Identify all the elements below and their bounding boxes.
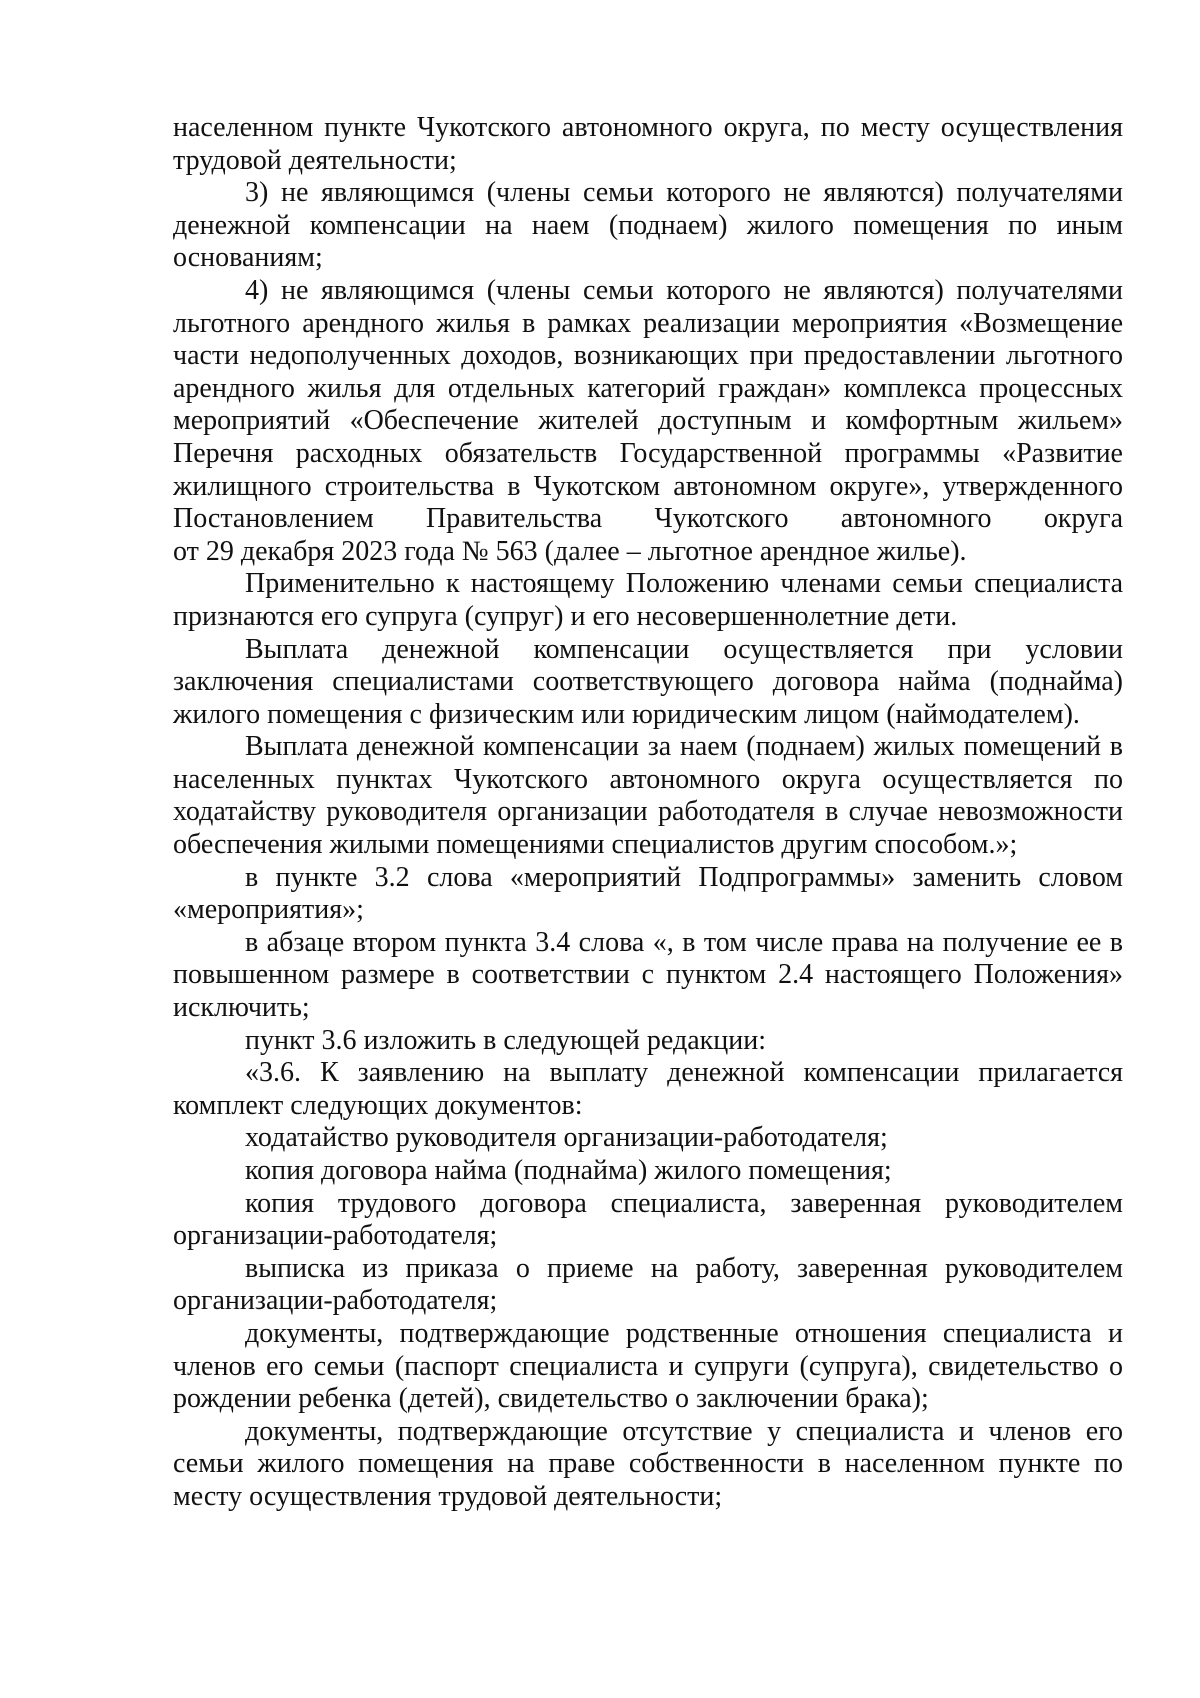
document-body xyxy=(173,112,1123,1514)
paragraph-item-3: 3) не являющимся (члены семьи которого не являются) получателями денежной компенсации на наем (поднаем) жилого помещения по иным основаниям; xyxy=(173,177,1123,274)
list-item-labor-contract: копия трудового договора специалиста, заверенная руководителем организации-работодателя; xyxy=(173,1187,1123,1252)
paragraph-amend-3-4: в абзаце втором пункта 3.4 слова «, в том числе права на получение ее в повышенном размере в соответствии с пунктом 2.4 настоящего Положения» исключить; xyxy=(173,926,1123,1024)
paragraph-family-definition: Применительно к настоящему Положению членами семьи специалиста признаются его супруга (супруг) и его несовершеннолетние дети. xyxy=(173,568,1123,632)
paragraph-payment-condition: Выплата денежной компенсации осуществляется при условии заключения специалистами соответствующего договора найма (поднайма) жилого помещения с физическим или юридическим лицом (наймодателем). xyxy=(173,633,1123,730)
paragraph-item-4: 4) не являющимся (члены семьи которого не являются) получателями льготного арендного жилья в рамках реализации мероприятия «Возмещение части недополученных доходов, возникающих при предоставлении льготного арендного жилья для отдельных категорий граждан» комплекса процессных мероприятий «Обеспечение жителей доступным и комфортным жильем» Перечня расходных обязательств Государственной программы «Развитие жилищного строительства в Чукотском автономном округе», утвержденного Постановлением Правительства Чукотского автономного округа xyxy=(173,274,1123,535)
paragraph-payment-petition: Выплата денежной компенсации за наем (поднаем) жилых помещений в населенных пунктах Чукотского автономного округа осуществляется по ходатайству руководителя организации работодателя в случае невозможности обеспечения жилыми помещениями специалистов другим способом.»; xyxy=(173,731,1123,861)
list-item-petition: ходатайство руководителя организации-работодателя; xyxy=(245,1122,888,1154)
paragraph-item-4-end: от 29 декабря 2023 года № 563 (далее – льготное арендное жилье). xyxy=(173,535,967,567)
list-item-kinship-docs: документы, подтверждающие родственные отношения специалиста и членов его семьи (паспорт специалиста и супруги (супруга), свидетельство о рождении ребенка (детей), свидетельство о заключении брака); xyxy=(173,1317,1123,1415)
paragraph-continuation: населенном пункте Чукотского автономного округа, по месту осуществления трудовой деятельности; xyxy=(173,112,1123,176)
list-item-hiring-order: выписка из приказа о приеме на работу, заверенная руководителем организации-работодателя; xyxy=(173,1252,1123,1317)
paragraph-amend-3-2: в пункте 3.2 слова «мероприятий Подпрограммы» заменить словом «мероприятия»; xyxy=(173,861,1123,926)
paragraph-3-6: «3.6. К заявлению на выплату денежной компенсации прилагается комплект следующих документов: xyxy=(173,1057,1123,1121)
paragraph-amend-3-6-intro: пункт 3.6 изложить в следующей редакции: xyxy=(245,1024,766,1056)
list-item-lease-copy: копия договора найма (поднайма) жилого помещения; xyxy=(245,1155,892,1186)
list-item-no-property-docs: документы, подтверждающие отсутствие у специалиста и членов его семьи жилого помещения на праве собственности в населенном пункте по месту осуществления трудовой деятельности; xyxy=(173,1415,1123,1512)
